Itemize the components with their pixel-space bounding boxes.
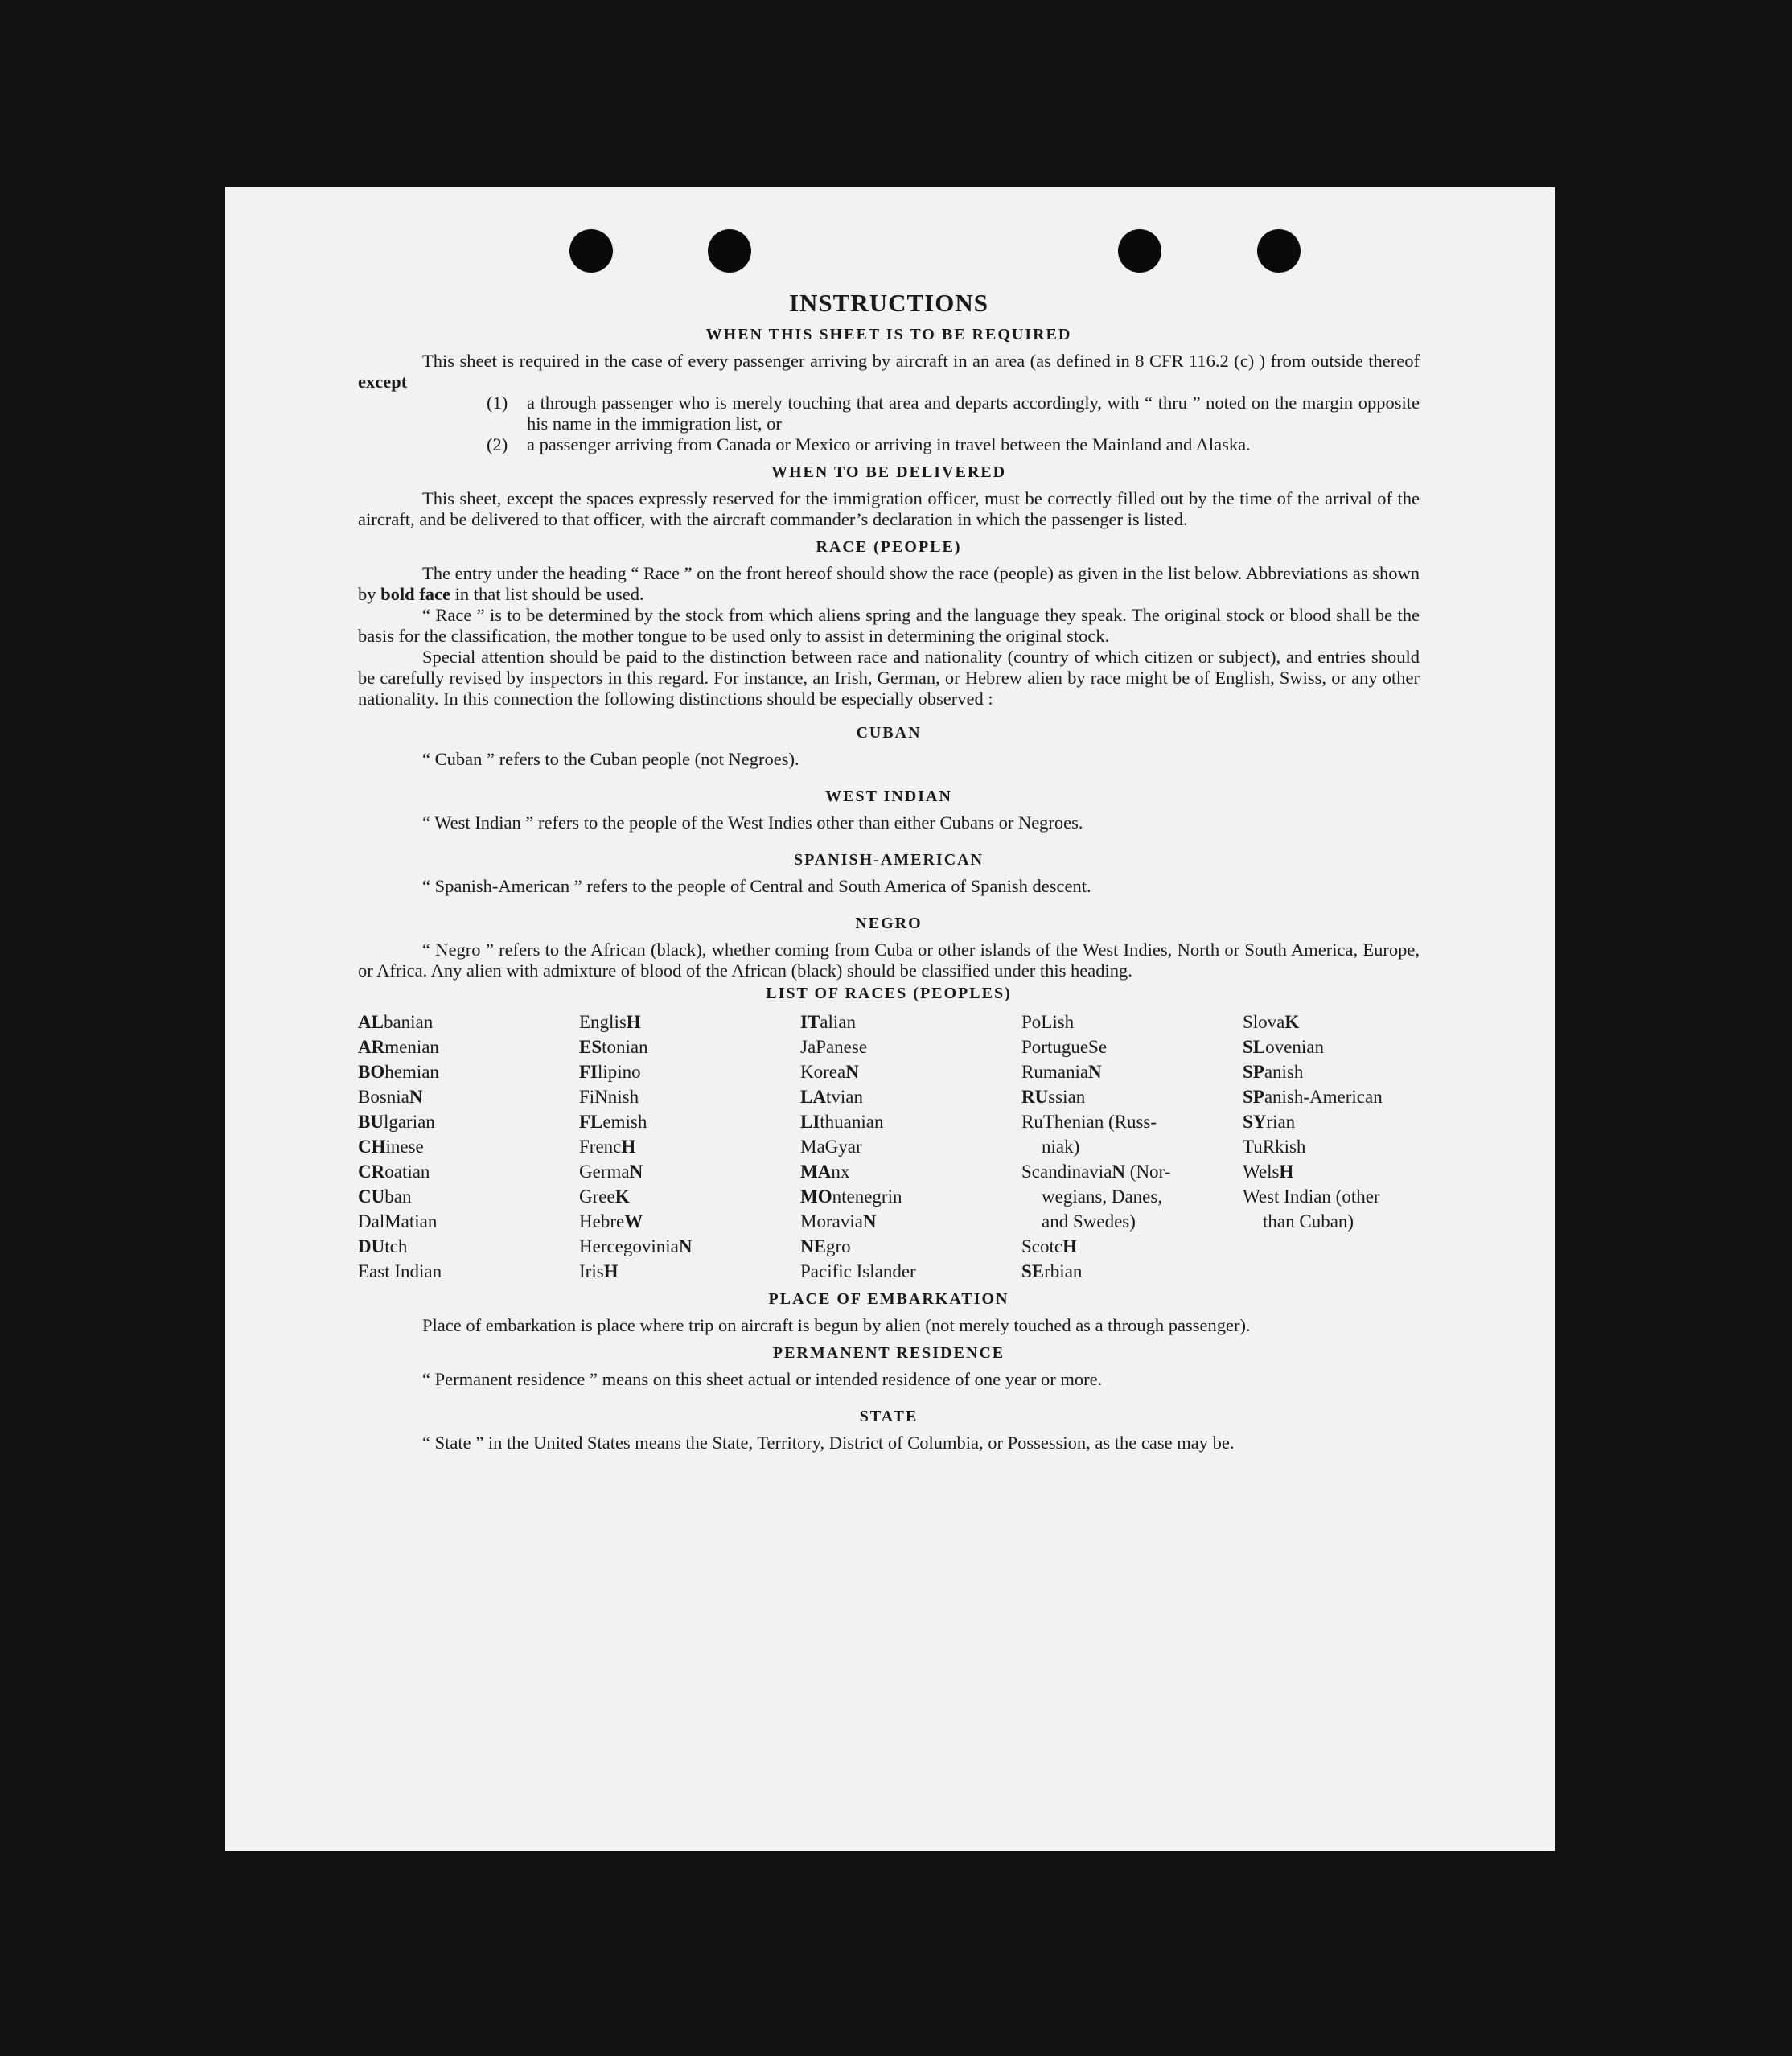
page-title: INSTRUCTIONS	[788, 289, 988, 317]
instructions-body	[358, 289, 1420, 1454]
race-entry: SErbian	[1021, 1261, 1083, 1281]
spanish-american-definition: “ Spanish-American ” refers to the people of Central and South America of Spanish descent.	[422, 876, 1091, 896]
race-entry: MAnx	[800, 1162, 850, 1182]
exception-item: (1) a through passenger who is merely touching that area and departs accordingly, with “ thru ” noted on the margin opposite his name in the immigration list, or	[487, 393, 1420, 434]
races-column	[358, 1009, 579, 1284]
race-entry: niak)	[1042, 1137, 1080, 1157]
race-entry: DalMatian	[358, 1211, 438, 1232]
race-entry: FiNnish	[579, 1087, 639, 1107]
heading-state: STATE	[859, 1408, 919, 1425]
race-entry: FIlipino	[579, 1062, 641, 1082]
races-column	[579, 1009, 800, 1284]
race-entry: ALbanian	[358, 1012, 434, 1032]
race-entry: PoLish	[1021, 1012, 1075, 1032]
race-entry: RuThenian (Russ-	[1021, 1112, 1157, 1132]
race-entry: WelsH	[1243, 1162, 1294, 1182]
race-entry: SPanish	[1243, 1062, 1304, 1082]
punch-hole-icon	[1257, 229, 1301, 273]
race-entry: PortugueSe	[1021, 1037, 1108, 1057]
race-entry: EnglisH	[579, 1012, 641, 1032]
when-required-intro: This sheet is required in the case of every passenger arriving by aircraft in an area (as defined in 8 CFR 116.2 (c) ) from outside thereof except	[358, 351, 1420, 392]
heading-negro: NEGRO	[855, 915, 923, 932]
race-entry: ARmenian	[358, 1037, 439, 1057]
races-column	[800, 1009, 1021, 1284]
heading-west-indian: WEST INDIAN	[825, 787, 952, 805]
negro-definition: “ Negro ” refers to the African (black), whether coming from Cuba or other islands of the West Indies, North or South America, Europe, or Africa. Any alien with admixture of blood of the African (black) should be classified under this heading.	[358, 940, 1420, 981]
race-entry: HercegoviniaN	[579, 1236, 693, 1256]
race-paragraph-1: The entry under the heading “ Race ” on the front hereof should show the race (people) as given in the list below. Abbreviations as shown by bold face in that list should be used.	[358, 563, 1420, 604]
race-entry: than Cuban)	[1263, 1211, 1354, 1232]
race-entry: CHinese	[358, 1137, 424, 1157]
heading-list-of-races: LIST OF RACES (PEOPLES)	[766, 985, 1012, 1002]
races-column	[1243, 1009, 1420, 1284]
heading-spanish-american: SPANISH-AMERICAN	[793, 851, 984, 869]
race-entry: SPanish-American	[1243, 1087, 1383, 1107]
race-entry: BUlgarian	[358, 1112, 435, 1132]
cuban-definition: “ Cuban ” refers to the Cuban people (not Negroes).	[422, 749, 799, 769]
race-entry: JaPanese	[800, 1037, 868, 1057]
race-entry: Pacific Islander	[800, 1261, 916, 1281]
race-entry: SLovenian	[1243, 1037, 1324, 1057]
when-delivered-text: This sheet, except the spaces expressly reserved for the immigration officer, must be correctly filled out by the time of the arrival of the aircraft, and be delivered to that officer, with the aircraft commander’s declaration in which the passenger is listed.	[358, 488, 1420, 529]
race-entry: and Swedes)	[1042, 1211, 1136, 1232]
race-entry: FrencH	[579, 1137, 636, 1157]
race-entry: LAtvian	[800, 1087, 863, 1107]
race-entry: RumaniaN	[1021, 1062, 1102, 1082]
race-entry: MaGyar	[800, 1137, 862, 1157]
west-indian-definition: “ West Indian ” refers to the people of the West Indies other than either Cubans or Negroes.	[422, 812, 1083, 833]
punch-hole-icon	[569, 229, 613, 273]
race-entry: EStonian	[579, 1037, 648, 1057]
races-column	[1021, 1009, 1243, 1284]
race-entry: West Indian (other	[1243, 1186, 1380, 1207]
race-entry: HebreW	[579, 1211, 643, 1232]
state-text: “ State ” in the United States means the State, Territory, District of Columbia, or Possession, as the case may be.	[422, 1433, 1235, 1453]
heading-when-required: WHEN THIS SHEET IS TO BE REQUIRED	[705, 326, 1072, 343]
race-entry: GreeK	[579, 1186, 630, 1207]
heading-embarkation: PLACE OF EMBARKATION	[768, 1290, 1009, 1308]
race-entry: wegians, Danes,	[1042, 1186, 1163, 1207]
race-entry: FLemish	[579, 1112, 647, 1132]
race-entry: CRoatian	[358, 1162, 430, 1182]
race-entry: ITalian	[800, 1012, 856, 1032]
heading-race: RACE (PEOPLE)	[816, 538, 962, 556]
race-paragraph-2: “ Race ” is to be determined by the stock from which aliens spring and the language they speak. The original stock or blood shall be the basis for the classification, the mother tongue to be used only to assist in determining the original stock.	[358, 605, 1420, 646]
races-list	[358, 1009, 1420, 1284]
race-entry: ScotcH	[1021, 1236, 1077, 1256]
document-page	[225, 187, 1555, 1851]
punch-hole-icon	[708, 229, 751, 273]
race-entry: CUban	[358, 1186, 412, 1207]
race-entry: ScandinaviaN (Nor-	[1021, 1162, 1171, 1182]
race-entry: TuRkish	[1243, 1137, 1306, 1157]
embarkation-text: Place of embarkation is place where trip on aircraft is begun by alien (not merely touched as a through passenger).	[422, 1315, 1251, 1335]
residence-text: “ Permanent residence ” means on this sheet actual or intended residence of one year or more.	[422, 1369, 1103, 1389]
exception-item: (2) a passenger arriving from Canada or Mexico or arriving in travel between the Mainland and Alaska.	[487, 434, 1251, 454]
race-entry: East Indian	[358, 1261, 442, 1281]
race-entry: BOhemian	[358, 1062, 439, 1082]
heading-residence: PERMANENT RESIDENCE	[772, 1344, 1005, 1362]
heading-when-delivered: WHEN TO BE DELIVERED	[771, 463, 1007, 481]
race-entry: RUssian	[1021, 1087, 1086, 1107]
punch-hole-icon	[1118, 229, 1161, 273]
race-entry: KoreaN	[800, 1062, 859, 1082]
race-entry: IrisH	[579, 1261, 619, 1281]
race-entry: MOntenegrin	[800, 1186, 902, 1207]
race-entry: SYrian	[1243, 1112, 1296, 1132]
race-entry: MoraviaN	[800, 1211, 877, 1232]
race-entry: LIthuanian	[800, 1112, 884, 1132]
heading-cuban: CUBAN	[856, 724, 922, 742]
race-entry: SlovaK	[1243, 1012, 1300, 1032]
race-entry: BosniaN	[358, 1087, 423, 1107]
race-paragraph-3: Special attention should be paid to the distinction between race and nationality (country of which citizen or subject), and entries should be carefully revised by inspectors in this regard. For instance, an Irish, German, or Hebrew alien by race might be of English, Swiss, or any other nationality. In this connection the following distinctions should be especially observed :	[358, 647, 1420, 709]
race-entry: NEgro	[800, 1236, 851, 1256]
race-entry: GermaN	[579, 1162, 643, 1182]
race-entry: DUtch	[358, 1236, 408, 1256]
